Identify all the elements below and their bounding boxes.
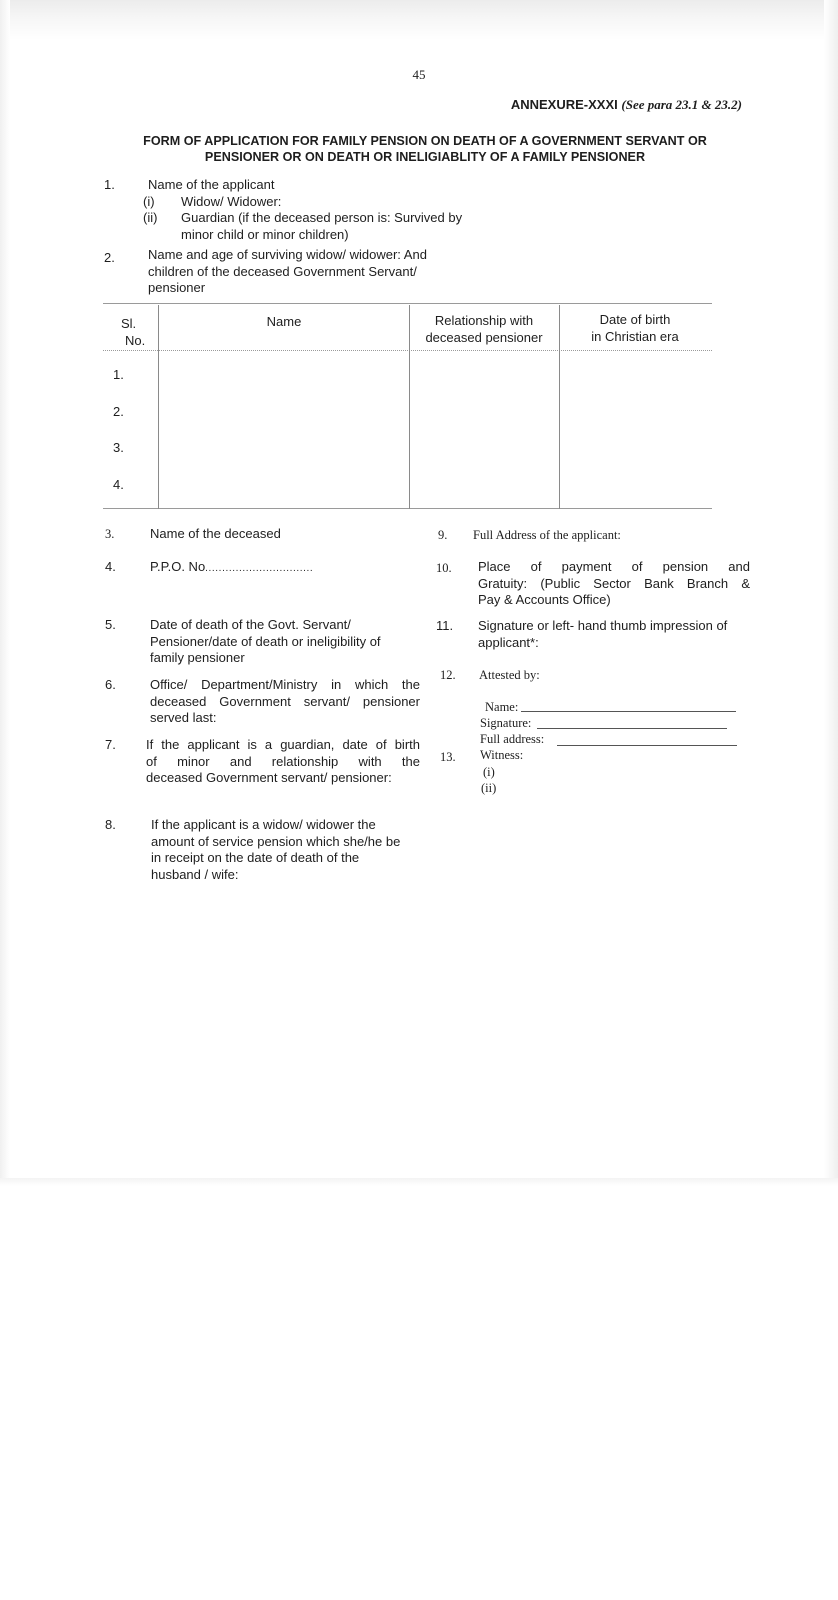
scan-edge-right [824, 0, 838, 1185]
item-6-line-1: Office/ Department/Ministry in which the [150, 677, 420, 692]
item-4-text: P.P.O. No [150, 559, 206, 574]
form-title [100, 133, 750, 165]
item-11-line-1: Signature or left- hand thumb impression of [478, 618, 728, 633]
item-2-line-2: children of the deceased Government Servant/ [148, 263, 417, 279]
scan-shadow-top [0, 0, 838, 40]
item-13-number: 13. [440, 750, 456, 764]
item-6-block [150, 677, 420, 727]
item-12-label: Attested by: [479, 668, 540, 682]
attested-signature-label: Signature: [480, 716, 532, 730]
item-1-sub-ii-text-2: minor child or minor children) [181, 226, 349, 242]
table-header-name: Name [266, 314, 302, 329]
item-11-line-2: applicant*: [478, 634, 539, 650]
attested-name-label: Name: [485, 700, 519, 714]
item-13-label: Witness: [480, 748, 524, 762]
item-6-line-2: deceased Government servant/ pensioner [150, 693, 420, 709]
item-7-line-1: If the applicant is a guardian, date of birth [146, 737, 420, 752]
item-8-number: 8. [105, 817, 116, 832]
item-10-line-2: Gratuity: (Public Sector Bank Branch & [478, 575, 750, 591]
scan-edge-left [0, 0, 10, 1185]
item-10-block [478, 559, 750, 609]
item-1-sub-ii-roman: (ii) [143, 210, 158, 225]
item-1-sub-ii [143, 210, 548, 227]
item-6-line-3: served last: [150, 710, 217, 725]
item-2-number: 2. [104, 250, 115, 265]
page-number: 45 [412, 67, 426, 82]
table-row-number: 3. [113, 440, 124, 455]
table-header-dob [560, 311, 710, 345]
item-4-number: 4. [105, 559, 116, 574]
item-7-block [146, 737, 420, 787]
item-6-number: 6. [105, 677, 116, 692]
table-bottom-border [103, 508, 712, 509]
item-5-line-2: Pensioner/date of death or ineligibility of [150, 633, 381, 649]
item-10-line-3: Pay & Accounts Office) [478, 592, 611, 607]
item-5-number: 5. [105, 617, 116, 632]
item-1-sub-i [143, 194, 548, 211]
item-10-line-1: Place of payment of pension and [478, 559, 750, 574]
item-1-sub-i-roman: (i) [143, 193, 155, 209]
item-10-number: 10. [436, 561, 452, 575]
table-header-no: No. [125, 333, 146, 348]
witness-ii: (ii) [481, 781, 497, 795]
table-header-dob-line-2: in Christian era [591, 329, 679, 344]
form-title-line-1: FORM OF APPLICATION FOR FAMILY PENSION ON DEATH OF A GOVERNMENT SERVANT OR [143, 134, 707, 148]
attested-name-line [521, 711, 736, 712]
table-header-relationship-line-1: Relationship with [434, 313, 534, 328]
table-column-divider [158, 305, 159, 509]
form-title-line-2: PENSIONER OR ON DEATH OR INELIGIABLITY OF A FAMILY PENSIONER [204, 150, 646, 164]
table-top-border [103, 303, 712, 304]
item-1-label: Name of the applicant [148, 177, 275, 192]
item-1-number: 1. [104, 177, 115, 192]
item-5-line-3: family pensioner [150, 650, 245, 665]
item-3-number: 3. [105, 527, 115, 541]
item-3-text: Name of the deceased [150, 526, 281, 541]
table-row-number: 2. [113, 404, 124, 419]
table-header-relationship-line-2: deceased pensioner [425, 330, 543, 345]
table-header-sl-no [108, 315, 156, 349]
item-9-number: 9. [438, 528, 448, 542]
attested-address-label: Full address: [480, 732, 545, 746]
item-7-number: 7. [105, 737, 116, 752]
item-7-line-2: of minor and relationship with the [146, 753, 420, 769]
annexure-heading [511, 97, 742, 113]
item-1-block [143, 177, 548, 243]
attested-signature-line [537, 728, 727, 729]
attested-address-line [557, 745, 737, 746]
item-1-sub-i-text: Widow/ Widower: [181, 193, 282, 209]
table-header-sl: Sl. [121, 316, 137, 331]
table-row-number: 4. [113, 477, 124, 492]
annexure-reference: (See para 23.1 & 23.2) [621, 97, 742, 112]
item-8-line-1: If the applicant is a widow/ widower the [151, 817, 376, 832]
table-header-dob-line-1: Date of birth [599, 312, 671, 327]
item-1-sub-ii-text: Guardian (if the deceased person is: Survived by [181, 210, 463, 225]
item-5-line-1: Date of death of the Govt. Servant/ [150, 617, 351, 632]
item-8-line-2: amount of service pension which she/he be [151, 833, 401, 849]
item-4-dots: ................................ [205, 563, 314, 574]
item-8-line-3: in receipt on the date of death of the [151, 850, 360, 865]
item-11-number: 11. [436, 618, 454, 633]
scan-edge-bottom [0, 1178, 838, 1186]
item-11-block [478, 618, 753, 651]
table-header-divider [103, 350, 712, 351]
item-5-block [150, 617, 420, 667]
item-7-line-3: deceased Government servant/ pensioner: [146, 770, 392, 785]
item-8-line-4: husband / wife: [151, 866, 239, 882]
annexure-label: ANNEXURE-XXXI [510, 97, 618, 112]
table-row-number: 1. [113, 367, 124, 382]
item-8-block [151, 817, 431, 883]
item-9-text: Full Address of the applicant: [473, 528, 621, 542]
item-4-block [150, 559, 313, 578]
item-12-number: 12. [440, 668, 456, 682]
item-2-line-3: pensioner [148, 280, 206, 295]
item-2-block [148, 247, 478, 297]
witness-i: (i) [483, 765, 495, 779]
table-header-relationship [410, 312, 558, 346]
item-2-line-1: Name and age of surviving widow/ widower: And [148, 247, 427, 262]
